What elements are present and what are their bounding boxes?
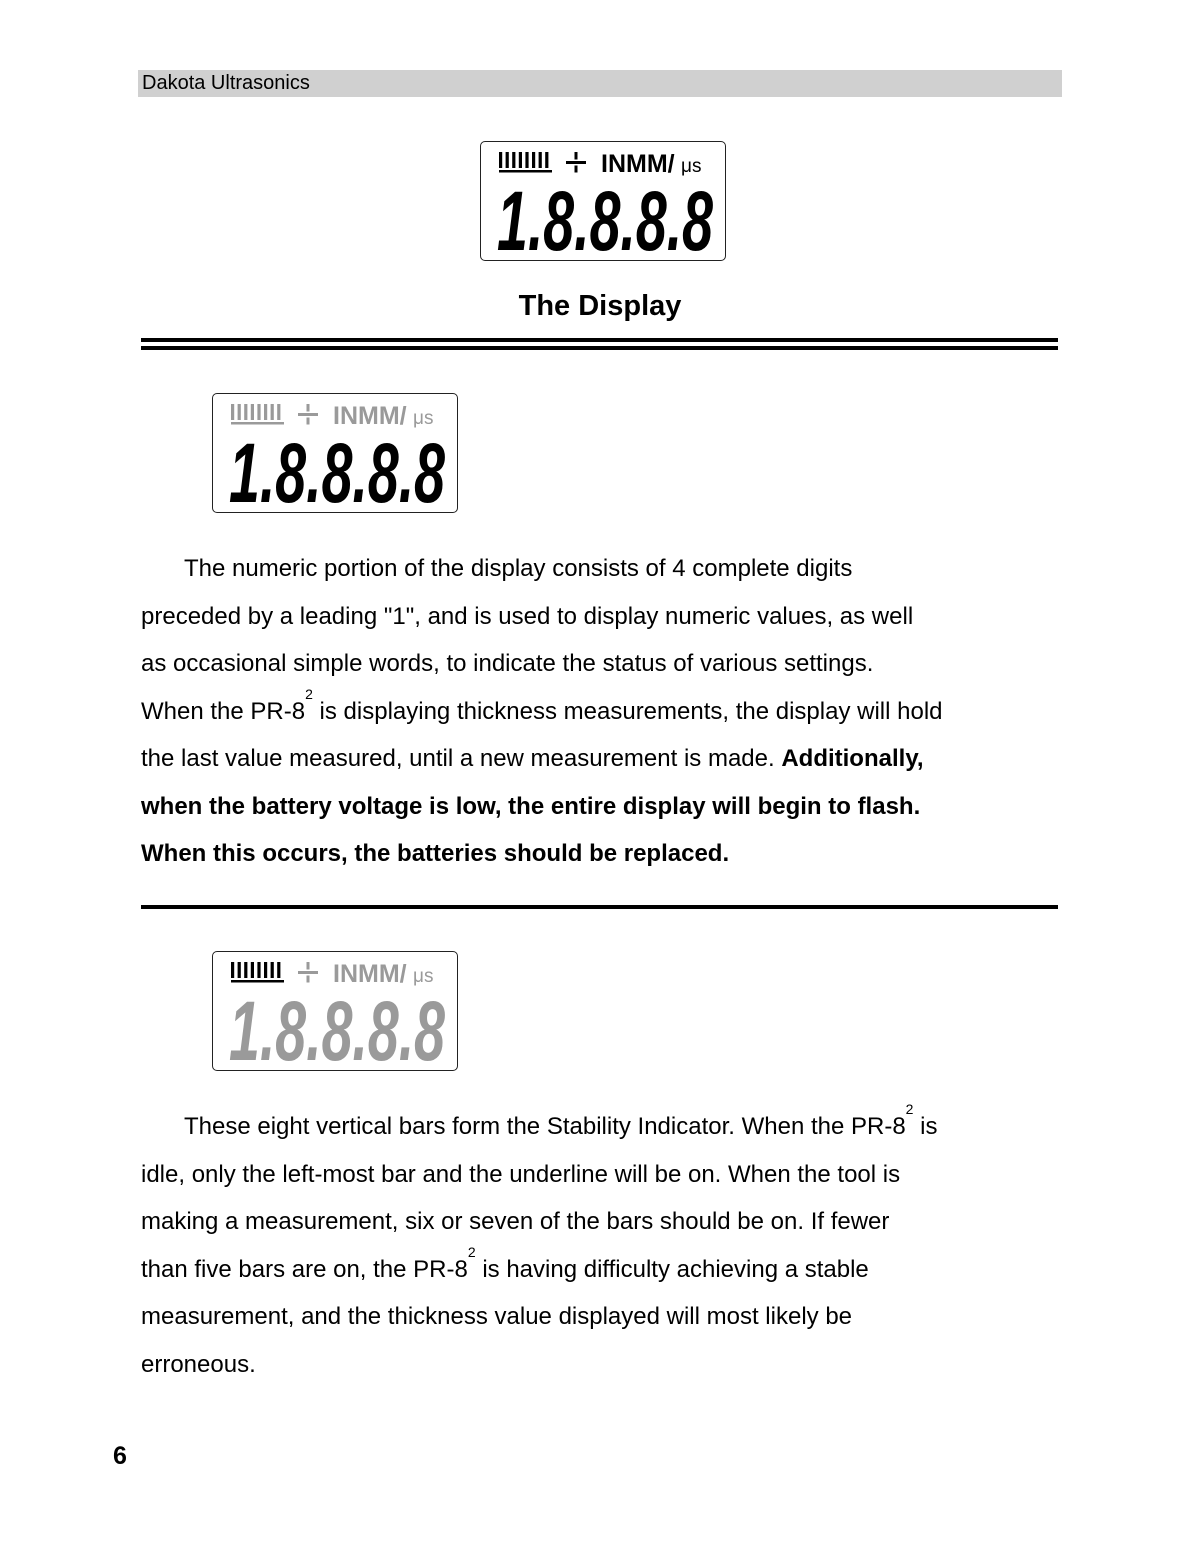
stability-bar — [264, 962, 267, 978]
stability-underline — [499, 170, 552, 173]
numeric-digits: 1.8.8.8.8 — [497, 174, 714, 268]
text-run: as occasional simple words, to indicate the status of various settings. — [141, 650, 874, 677]
stability-bar — [264, 404, 267, 420]
text-line — [184, 1101, 938, 1141]
company-name: Dakota Ultrasonics — [142, 72, 310, 94]
stability-bar — [506, 152, 509, 168]
microseconds-label: μs — [413, 966, 434, 987]
bold-text-run: when the battery voltage is low, the entire display will begin to flash. — [141, 792, 921, 820]
text-line — [141, 1161, 900, 1189]
lcd-svg — [481, 142, 725, 268]
text-line — [141, 1303, 852, 1331]
units-label: INMM/ — [601, 150, 675, 178]
stability-bar — [257, 962, 260, 978]
text-run: making a measurement, six or seven of the bars should be on. If fewer — [141, 1208, 890, 1235]
stability-bar — [499, 152, 502, 168]
units-label: INMM/ — [333, 402, 407, 430]
stability-bar — [519, 152, 522, 168]
stability-bar — [277, 962, 280, 978]
stability-bar — [238, 404, 241, 420]
stability-bars — [499, 152, 552, 173]
text-line — [141, 1351, 256, 1379]
lcd-display-digits-highlight — [212, 393, 458, 520]
text-run: is displaying thickness measurements, the display will hold — [312, 697, 943, 725]
numeric-digits: 1.8.8.8.8 — [229, 426, 446, 520]
stability-bar — [244, 404, 247, 420]
running-header — [138, 70, 1062, 97]
stability-bar — [271, 404, 274, 420]
stability-bar — [532, 152, 535, 168]
superscript: 2 — [467, 1243, 476, 1260]
stability-bar — [271, 962, 274, 978]
stability-underline — [231, 980, 284, 983]
divide-icon — [298, 962, 318, 983]
double-rule-top — [141, 338, 1058, 342]
microseconds-label: μs — [413, 408, 434, 429]
horizontal-rule — [141, 905, 1058, 909]
stability-bar — [251, 962, 254, 978]
divide-icon — [298, 404, 318, 425]
text-line — [141, 603, 913, 631]
text-run: These eight vertical bars form the Stability Indicator. When the PR-8 — [184, 1113, 906, 1140]
text-run: the last value measured, until a new measurement is made. — [141, 745, 782, 772]
stability-bar — [545, 152, 548, 168]
numeric-digits: 1.8.8.8.8 — [229, 984, 446, 1078]
text-run: idle, only the left-most bar and the underline will be on. When the tool is — [141, 1160, 901, 1188]
lcd-svg — [213, 952, 457, 1078]
bold-text-run: Additionally, — [781, 745, 924, 772]
microseconds-label: μs — [681, 156, 702, 177]
text-run: measurement, and the thickness value displayed will most likely be — [141, 1303, 853, 1330]
text-run: The numeric portion of the display consists of 4 complete digits — [184, 555, 853, 582]
section-title: The Display — [518, 290, 682, 322]
text-line — [141, 745, 924, 773]
stability-bar — [231, 404, 234, 420]
stability-bars — [231, 962, 284, 983]
text-run: When the PR-8 — [141, 697, 306, 725]
text-line — [184, 555, 852, 583]
text-line — [141, 1243, 869, 1284]
page-number: 6 — [113, 1442, 127, 1470]
stability-bars — [231, 404, 284, 425]
text-line — [141, 685, 943, 726]
text-line — [141, 1208, 889, 1236]
text-line — [141, 793, 920, 821]
text-line — [141, 650, 873, 678]
text-run: than five bars are on, the PR-8 — [141, 1255, 468, 1283]
stability-bar — [244, 962, 247, 978]
stability-bar — [539, 152, 542, 168]
stability-bar — [257, 404, 260, 420]
text-run: erroneous. — [141, 1350, 256, 1378]
lcd-display-bars-highlight — [212, 951, 458, 1078]
bold-text-run: When this occurs, the batteries should be replaced. — [141, 840, 730, 867]
stability-bar — [512, 152, 515, 168]
stability-bar — [525, 152, 528, 168]
superscript: 2 — [905, 1101, 914, 1117]
lcd-svg — [213, 394, 457, 520]
text-run: is — [913, 1113, 938, 1140]
text-line — [141, 840, 729, 868]
units-label: INMM/ — [333, 960, 407, 988]
stability-bar — [238, 962, 241, 978]
text-run: preceded by a leading "1", and is used to display numeric values, as well — [141, 602, 914, 630]
double-rule-bottom — [141, 346, 1058, 350]
stability-bar — [251, 404, 254, 420]
stability-underline — [231, 422, 284, 425]
divide-icon — [566, 152, 586, 173]
text-run: is having difficulty achieving a stable — [475, 1255, 869, 1283]
superscript: 2 — [305, 685, 313, 702]
stability-bar — [277, 404, 280, 420]
lcd-display-full — [480, 141, 726, 268]
stability-bar — [231, 962, 234, 978]
